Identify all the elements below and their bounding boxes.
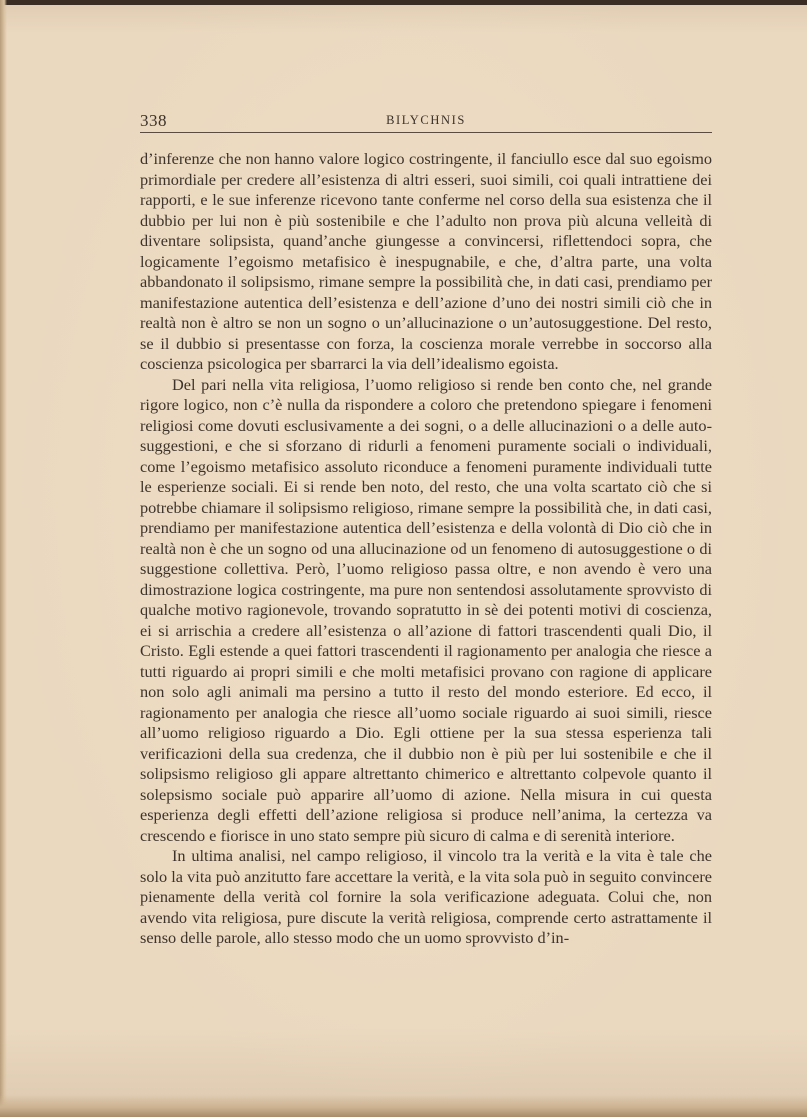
page-bottom-edge <box>0 1095 807 1117</box>
paragraph-3: In ultima analisi, nel campo religioso, il vincolo tra la verità e la vita è tale che solo la vita può anzitutto fare accettare la verità, e la vita sola può in seguito convincere pienamente della verità col fornire la sola verificazione adeguata. Colui che, non avendo vita religiosa, pure discute la verità religiosa, comprende certo astrattamente il senso delle parole, allo stesso modo che un uomo sprovvisto d’in- <box>140 846 712 947</box>
running-head: BILYCHNIS <box>386 113 466 127</box>
paragraph-1: d’inferenze che non hanno valore logico costringente, il fanciullo esce dal suo egoismo primordiale per credere all’esistenza di altri esseri, suoi simili, coi quali intrattiene dei rapporti, e le sue inferenze ricevono tante conferme nel corso della sua esistenza che il dubbio per lui non è più sostenibile e che l’adulto non prova più alcuna velleità di diventare solipsista, quand’anche giungesse a convincersi, riflettendoci sopra, che logicamente l’egoismo metafisico è inespugnabile, e che, d’altra parte, una volta abbandonato il solipsismo, rimane sempre la possibilità che, in dati casi, prendiamo per manifestazione autentica dell’esistenza e dell’azione d’uno dei nostri simili ciò che in realtà non è altro se non un sogno o un’allucinazione o un’autosuggestione. Del resto, se il dubbio si presentasse con forza, la coscienza morale verrebbe in soccorso alla coscienza psicologica per sbarrarci la via dell’idealismo egoista. <box>140 149 712 373</box>
page-left-edge <box>0 0 7 1117</box>
page-top-edge <box>0 0 807 5</box>
page-number: 338 <box>140 111 167 130</box>
paragraph-2: Del pari nella vita religiosa, l’uomo religioso si rende ben conto che, nel grande rigore logico, non c’è nulla da rispondere a coloro che pretendono spiegare i fenomeni religiosi come dovuti esclusivamente a dei sogni, o a delle allucinazioni o a delle auto-suggestioni, e che si sforzano di ridurli a fenomeni puramente sociali o individuali, come l’egoismo metafisico assoluto riconduce a fenomeni puramente individuali tutte le esperienze sociali. Ei si rende ben noto, del resto, che una volta scartato ciò che si potrebbe chiamare il solipsismo religioso, rimane sempre la possibilità che, in dati casi, prendiamo per manifestazione autentica dell’esistenza e della volontà di Dio ciò che in realtà non è che un sogno od una allucinazione od un fenomeno di autosuggestione o di suggestione collettiva. Però, l’uomo religioso passa oltre, e non avendo è vero una dimostrazione logica costringente, ma pure non sentendosi assolutamente sprovvisto di qualche motivo ragionevole, trovando sopratutto in sè dei potenti motivi di coscienza, ei si arrischia a credere all’esistenza o all’azione di fattori trascendenti quali Dio, il Cristo. Egli estende a quei fattori trascendenti il ragionamento per analogia che riesce a tutti riguardo ai propri simili e che molti metafisici provano con ragione di applicare non solo agli animali ma persino a tutto il resto del mondo esteriore. Ed ecco, il ragionamento per analogia che riesce all’uomo sociale riguardo ai suoi simili, riesce all’uomo religioso riguardo a Dio. Egli ottiene per la sua stessa esperienza tali verificazioni della sua credenza, che il dubbio non è più per lui sostenibile e che il solipsismo religioso gli appare altrettanto chimerico e altrettanto colpevole quanto il solepsismo sociale può apparire all’uomo di azione. Nella misura in cui questa esperienza degli effetti dell’azione religiosa si produce nell’anima, la certezza va crescendo e fiorisce in uno stato sempre più sicuro di calma e di serenità interiore. <box>140 374 712 845</box>
page-header <box>140 111 712 131</box>
header-rule <box>140 132 712 133</box>
body-text <box>140 149 712 949</box>
